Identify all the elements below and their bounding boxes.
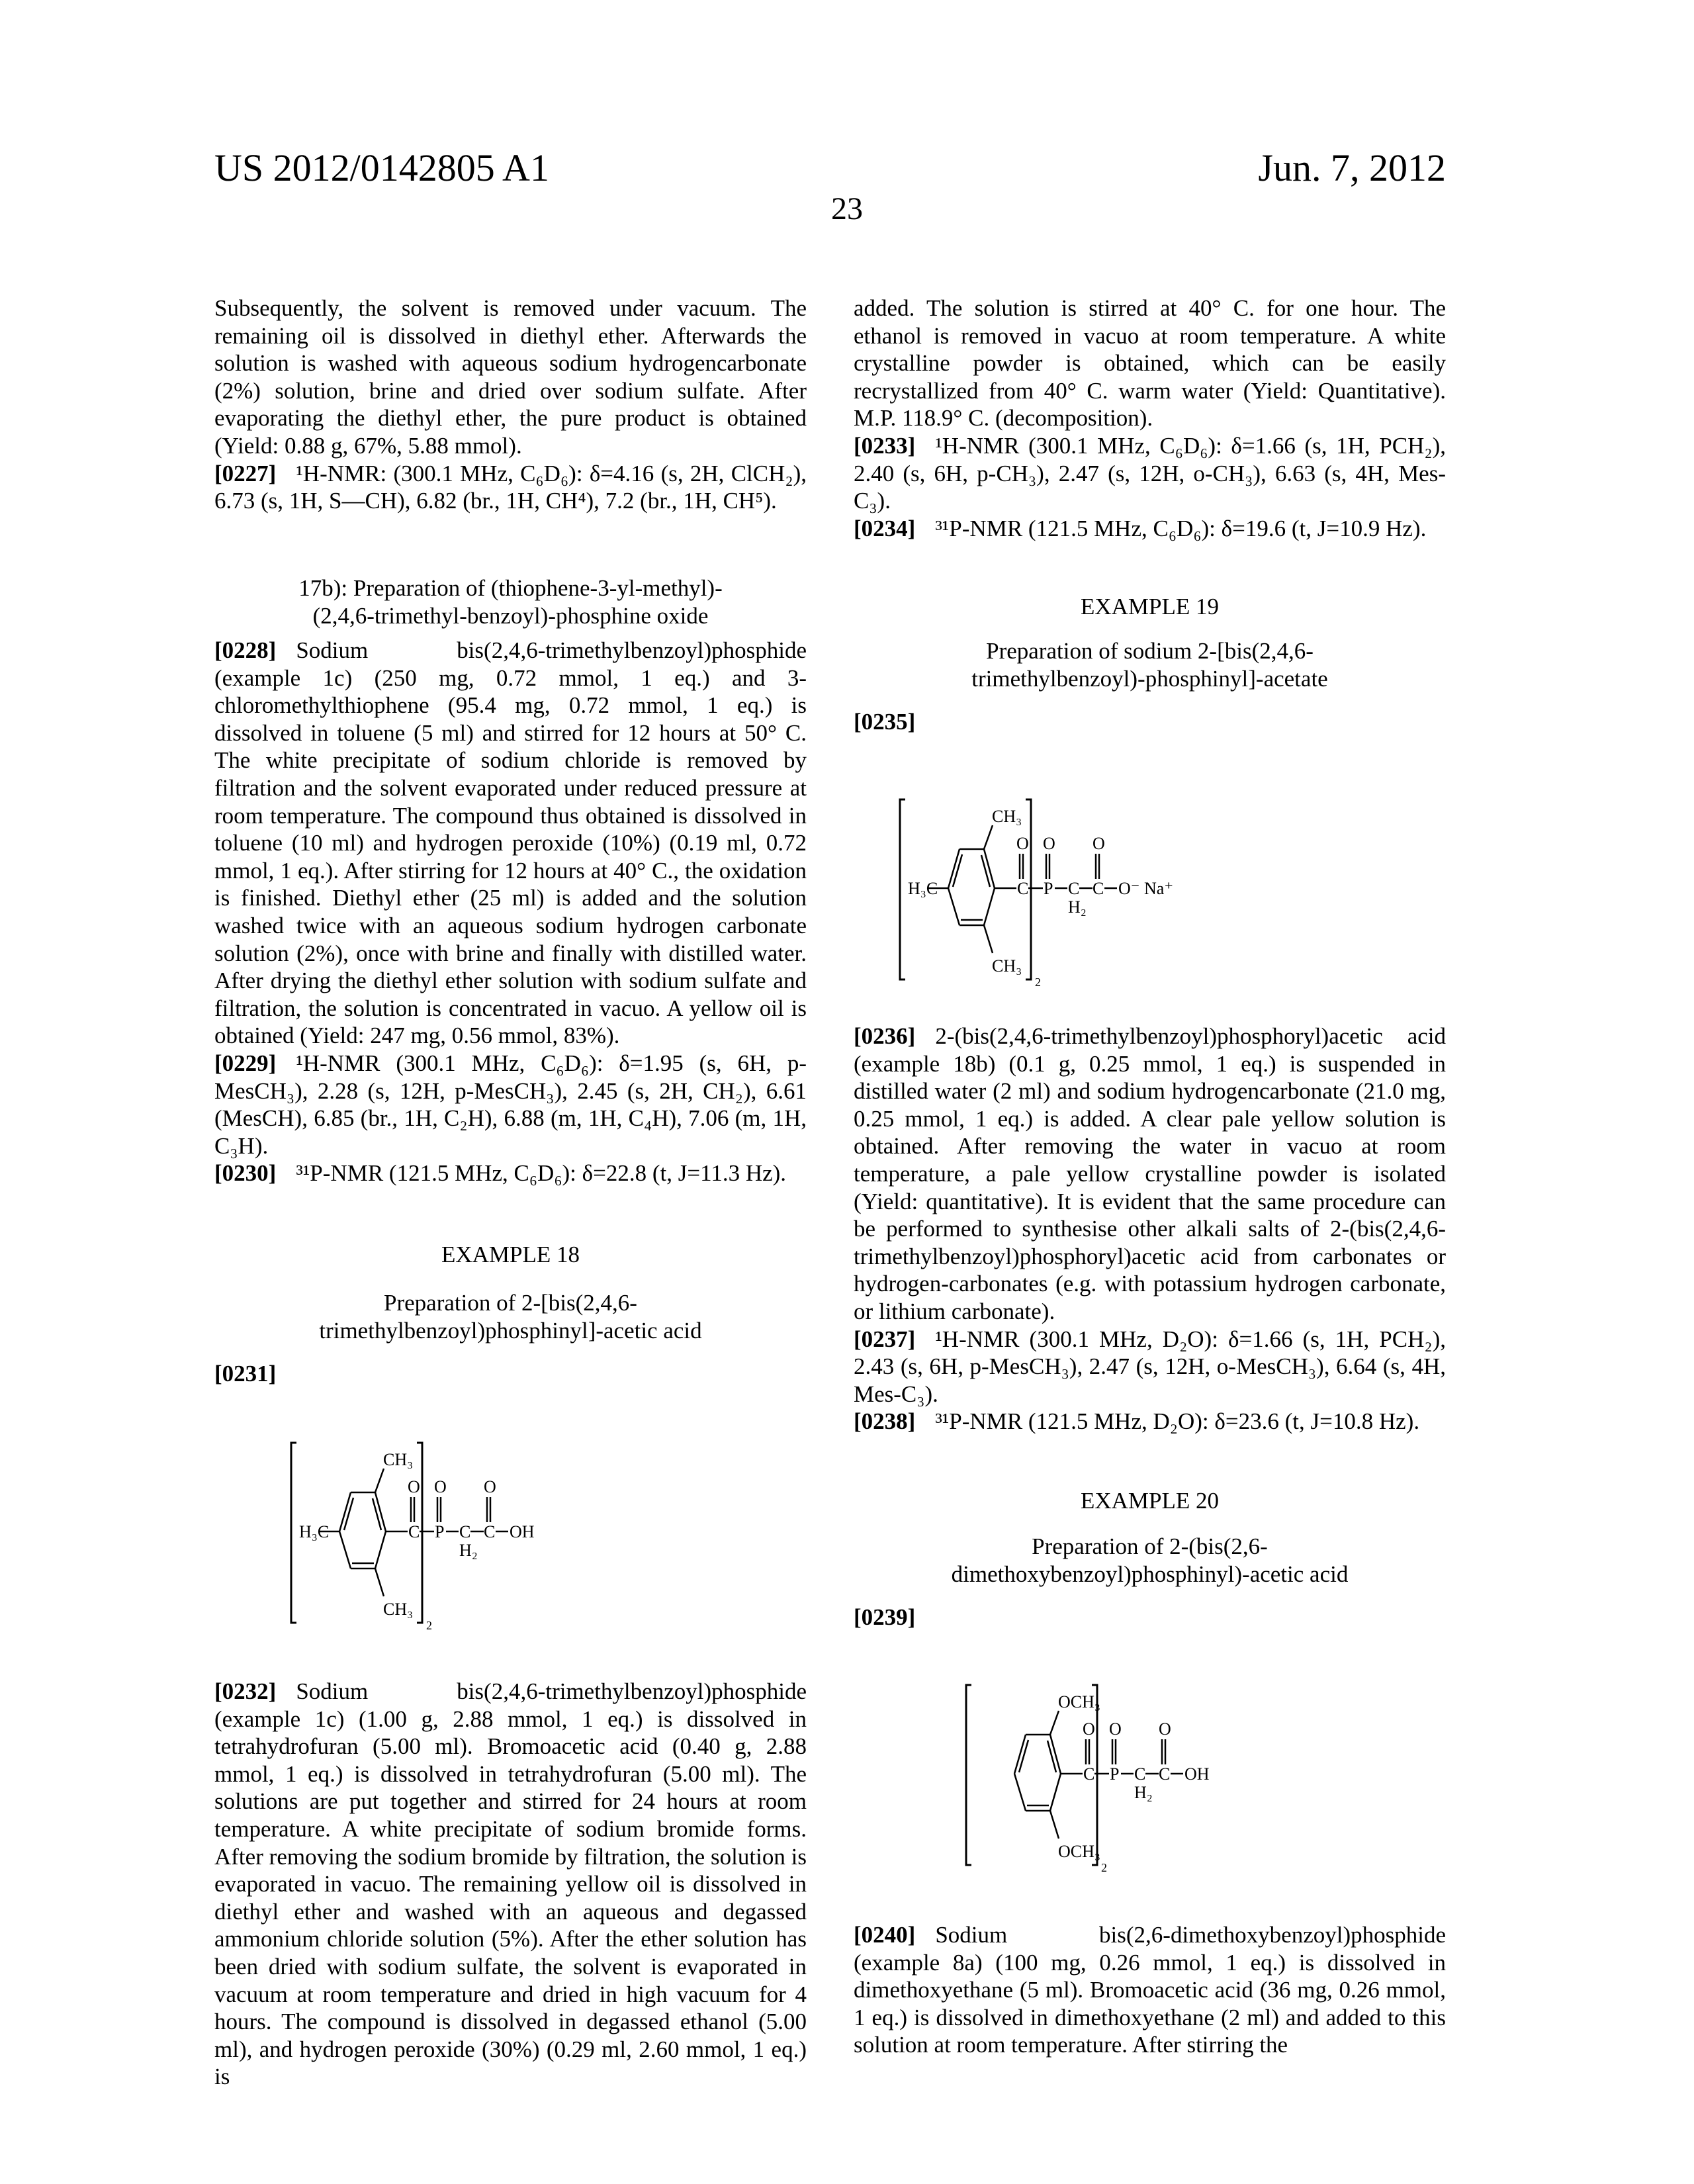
oxygen-atom: O — [1016, 834, 1029, 853]
paragraph-0238 — [854, 1408, 1446, 1435]
carbonyl-carbon: C — [408, 1522, 420, 1541]
paragraph-group — [854, 1023, 1446, 1435]
left-bracket — [291, 1443, 296, 1623]
paragraph-text: ³¹P-NMR (121.5 MHz, C₆D₆): δ=19.6 (t, J=10.9 Hz). — [935, 516, 1426, 541]
multiplier-subscript: 2 — [1035, 976, 1041, 989]
phosphorus-atom: P — [1044, 879, 1053, 898]
chemical-structure-example-19 — [860, 761, 1178, 993]
ring-double-bond — [981, 855, 990, 887]
ring-bond — [948, 888, 959, 925]
section-heading-17b: 17b): Preparation of (thiophene-3-yl-methyl)-(2,4,6-trimethyl-benzoyl)-phosphine oxide — [214, 574, 807, 629]
oxygen-atom: O — [1092, 834, 1105, 853]
paragraph-text: 2-(bis(2,4,6-trimethylbenzoyl)phosphoryl)acetic acid (example 18b) (0.1 g, 0.25 mmol, 1 eq.) is suspended in distilled water (2 ml) and sodium hydrogencarbonate (21.0 mg, 0.25 mmol, 1 eq.) is added. A clear pale yellow solution is obtained. After removing the water in vacuo at room temperature, a pale yellow crystalline powder is isolated (Yield: quantitative). It is evident that the same procedure can be performed to synthesise other alkali salts of 2-(bis(2,4,6-trimethylbenzoyl)phosphoryl)acetic acid from carbonates or hydrogen-carbonates (e.g. with potassium hydrogen carbonate, or lithium carbonate). — [854, 1023, 1446, 1324]
paragraph-0230 — [214, 1160, 807, 1187]
methylene-carbon: C — [1068, 879, 1079, 898]
paragraph-text: ³¹P-NMR (121.5 MHz, C₆D₆): δ=22.8 (t, J=11.3 Hz). — [296, 1160, 786, 1186]
example-heading: EXAMPLE 20 — [854, 1487, 1446, 1515]
example-title: Preparation of 2-(bis(2,6-dimethoxybenzoyl)phosphinyl)-acetic acid — [854, 1533, 1446, 1588]
example-title: Preparation of sodium 2-[bis(2,4,6-trimethylbenzoyl)-phosphinyl]-acetate — [854, 637, 1446, 692]
example-heading: EXAMPLE 19 — [854, 593, 1446, 621]
paragraph-number: [0234] — [854, 516, 915, 541]
paragraph-text: ¹H-NMR (300.1 MHz, C₆D₆): δ=1.66 (s, 1H, PCH₂), 2.40 (s, 6H, p-CH₃), 2.47 (s, 12H, o-CH₃), 6.63 (s, 4H, Mes-C₃). — [854, 433, 1446, 514]
ortho-substituent-top: CH₃ — [383, 1450, 413, 1469]
paragraph-text: ³¹P-NMR (121.5 MHz, D₂O): δ=23.6 (t, J=10.8 Hz). — [935, 1408, 1419, 1434]
paragraph-text: Sodium bis(2,4,6-trimethylbenzoyl)phosphide (example 1c) (250 mg, 0.72 mmol, 1 eq.) and 3-chloromethylthiophene (95.4 mg, 0.72 mmol, 1 eq.) is dissolved in toluene (5 ml) and stirred for 12 hours at 50° C. The white precipitate of sodium chloride is removed by filtration and the solvent evaporated under reduced pressure at room temperature. The compound thus obtained is dissolved in toluene (10 ml) and hydrogen peroxide (10%) (0.19 ml, 0.72 mmol, 1 eq.). After stirring for 12 hours at 40° C., the oxidation is finished. Diethyl ether (25 ml) is added and the solution washed twice with an aqueous sodium hydrogen carbonate solution (2%), once with brine and finally with distilled water. After drying the diethyl ether solution with sodium sulfate and filtration, the solution is concentrated in vacuo. A yellow oil is obtained (Yield: 247 mg, 0.56 mmol, 83%). — [214, 637, 807, 1048]
oxygen-atom: O — [434, 1477, 447, 1496]
paragraph-0232 — [214, 1678, 807, 2091]
paragraph-0234 — [854, 515, 1446, 543]
paragraph-text: Sodium bis(2,4,6-trimethylbenzoyl)phosphide (example 1c) (1.00 g, 2.88 mmol, 1 eq.) is dissolved in tetrahydrofuran (5.00 ml). Bromoacetic acid (0.40 g, 2.88 mmol, 1 eq.) is dissolved in tetrahydrofuran (5.00 ml). The solutions are put together and stirred for 24 hours at room temperature. A white precipitate of sodium bromide forms. After removing the sodium bromide by filtration, the solution is evaporated in vacuo. The remaining yellow oil is dissolved in diethyl ether and washed with an aqueous and degassed ammonium chloride solution (5%). After the ether solution has been dried with sodium sulfate, the solvent is evaporated in vacuum at room temperature and dried in high vacuum for 4 hours. The compound is dissolved in degassed ethanol (5.00 ml), and hydrogen peroxide (30%) (0.29 ml, 2.60 mmol, 1 eq.) is — [214, 1678, 807, 2089]
ring-double-bond — [373, 1498, 381, 1530]
oxygen-atom: O — [1083, 1719, 1095, 1739]
ring-double-bond — [953, 854, 962, 887]
terminal-group: OH — [510, 1522, 535, 1541]
paragraph-number: [0236] — [854, 1023, 915, 1049]
substituent-bond — [984, 925, 993, 953]
paragraph-text: Sodium bis(2,6-dimethoxybenzoyl)phosphide (example 8a) (100 mg, 0.26 mmol, 1 eq.) is dissolved in dimethoxyethane (5 ml). Bromoacetic acid (36 mg, 0.26 mmol, 1 eq.) is dissolved in dimethoxyethane (2 ml) and added to this solution at room temperature. After stirring the — [854, 1922, 1446, 2058]
ring-bond — [1050, 1774, 1061, 1811]
terminal-group: OH — [1184, 1764, 1210, 1784]
paragraph-number: [0238] — [854, 1408, 915, 1434]
methylene-hydrogens: H₂ — [459, 1541, 478, 1560]
page-number: 23 — [0, 191, 1694, 227]
paragraph-text: added. The solution is stirred at 40° C. for one hour. The ethanol is removed in vacuo at room temperature. A white crystalline powder is obtained, which can be easily recrystallized from 40° C. warm water (Yield: Quantitative). M.P. 118.9° C. (decomposition). — [854, 295, 1446, 432]
substituent-bond — [1050, 1711, 1059, 1735]
paragraph-text: ¹H-NMR (300.1 MHz, C₆D₆): δ=1.95 (s, 6H, p-MesCH₃), 2.28 (s, 12H, p-MesCH₃), 2.45 (s, 2H, CH₂), 6.61 (MesCH), 6.85 (br., 1H, C₂H), 6.88 (m, 1H, C₄H), 7.06 (m, 1H, C₃H). — [214, 1050, 807, 1159]
ortho-substituent-bottom: OCH₃ — [1058, 1842, 1100, 1861]
paragraph-number: [0231] — [214, 1361, 276, 1387]
paragraph-0233 — [854, 432, 1446, 515]
paragraph-number: [0228] — [214, 637, 276, 663]
paragraph-number: [0233] — [854, 433, 915, 459]
phosphorus-atom: P — [435, 1522, 444, 1541]
chemical-structure-example-18 — [251, 1404, 569, 1636]
multiplier-subscript: 2 — [426, 1619, 432, 1632]
ring-double-bond — [1019, 1740, 1028, 1772]
patent-number: US 2012/0142805 A1 — [214, 147, 549, 189]
left-bracket — [900, 799, 905, 979]
paragraph-number: [0239] — [854, 1604, 915, 1630]
example-heading: EXAMPLE 18 — [214, 1241, 807, 1269]
paragraph-number: [0229] — [214, 1050, 276, 1076]
methylene-hydrogens: H₂ — [1068, 897, 1087, 917]
carbonyl-carbon: C — [1017, 879, 1028, 898]
paragraph-0235 — [854, 708, 1446, 736]
carboxyl-carbon: C — [484, 1522, 495, 1541]
carbonyl-carbon: C — [1083, 1764, 1094, 1784]
terminal-group: O⁻ Na⁺ — [1118, 879, 1173, 898]
paragraph-continued — [214, 295, 807, 515]
carboxyl-carbon: C — [1159, 1764, 1170, 1784]
ortho-substituent-bottom: CH₃ — [992, 956, 1022, 976]
paragraph-number: [0230] — [214, 1160, 276, 1186]
paragraph-number: [0232] — [214, 1678, 276, 1704]
methylene-carbon: C — [459, 1522, 470, 1541]
left-bracket — [966, 1685, 971, 1865]
paragraph-text: ¹H-NMR: (300.1 MHz, C₆D₆): δ=4.16 (s, 2H, ClCH₂), 6.73 (s, 1H, S—CH), 6.82 (br., 1H, CH⁴), 7.2 (br., 1H, CH⁵). — [214, 461, 807, 514]
ring-bond — [339, 1531, 351, 1569]
paragraph-0229 — [214, 1050, 807, 1160]
paragraph-0236 — [854, 1023, 1446, 1326]
paragraph-0240 — [854, 1921, 1446, 2059]
paragraph-text: ¹H-NMR (300.1 MHz, D₂O): δ=1.66 (s, 1H, PCH₂), 2.43 (s, 6H, p-MesCH₃), 2.47 (s, 12H, o-MesCH₃), 6.64 (s, 4H, Mes-C₃). — [854, 1326, 1446, 1407]
paragraph-group — [214, 637, 807, 1187]
paragraph-0237 — [854, 1326, 1446, 1408]
oxygen-atom: O — [1109, 1719, 1122, 1739]
substituent-bond — [375, 1569, 384, 1596]
para-substituent: H₃C — [299, 1522, 329, 1541]
ring-bond — [375, 1531, 386, 1569]
methylene-carbon: C — [1134, 1764, 1145, 1784]
paragraph-group — [854, 295, 1446, 542]
substituent-bond — [375, 1469, 384, 1492]
paragraph-0228 — [214, 637, 807, 1050]
oxygen-atom: O — [484, 1477, 496, 1496]
ortho-substituent-top: CH₃ — [992, 807, 1022, 826]
ring-double-bond — [344, 1498, 353, 1530]
oxygen-atom: O — [1159, 1719, 1171, 1739]
paragraph-0239 — [854, 1604, 1446, 1631]
paragraph-0231 — [214, 1360, 807, 1388]
multiplier-subscript: 2 — [1101, 1861, 1107, 1874]
chemical-structure-example-20 — [926, 1647, 1244, 1878]
publication-date: Jun. 7, 2012 — [1258, 147, 1446, 189]
paragraph-text: Subsequently, the solvent is removed under vacuum. The remaining oil is dissolved in diethyl ether. Afterwards the solution is washed with aqueous sodium hydrogencarbonate (2%) solution, brine and dried over sodium sulfate. After evaporating the diethyl ether, the pure product is obtained (Yield: 0.88 g, 67%, 5.88 mmol). — [214, 295, 807, 460]
paragraph-number: [0237] — [854, 1326, 915, 1352]
ring-bond — [984, 888, 995, 925]
oxygen-atom: O — [408, 1477, 420, 1496]
ring-bond — [1014, 1774, 1026, 1811]
paragraph-0227 — [214, 460, 807, 515]
substituent-bond — [984, 825, 993, 849]
para-substituent: H₃C — [908, 879, 938, 898]
ortho-substituent-bottom: CH₃ — [383, 1600, 413, 1619]
methylene-hydrogens: H₂ — [1134, 1783, 1153, 1802]
ring-double-bond — [1048, 1741, 1056, 1772]
ortho-substituent-top: OCH₃ — [1058, 1692, 1100, 1711]
paragraph-number: [0235] — [854, 709, 915, 735]
paragraph-number: [0227] — [214, 461, 276, 486]
oxygen-atom: O — [1043, 834, 1055, 853]
phosphorus-atom: P — [1110, 1764, 1119, 1784]
substituent-bond — [1050, 1811, 1059, 1839]
carboxyl-carbon: C — [1092, 879, 1104, 898]
paragraph-number: [0240] — [854, 1922, 915, 1948]
example-title: Preparation of 2-[bis(2,4,6-trimethylbenzoyl)phosphinyl]-acetic acid — [214, 1289, 807, 1344]
